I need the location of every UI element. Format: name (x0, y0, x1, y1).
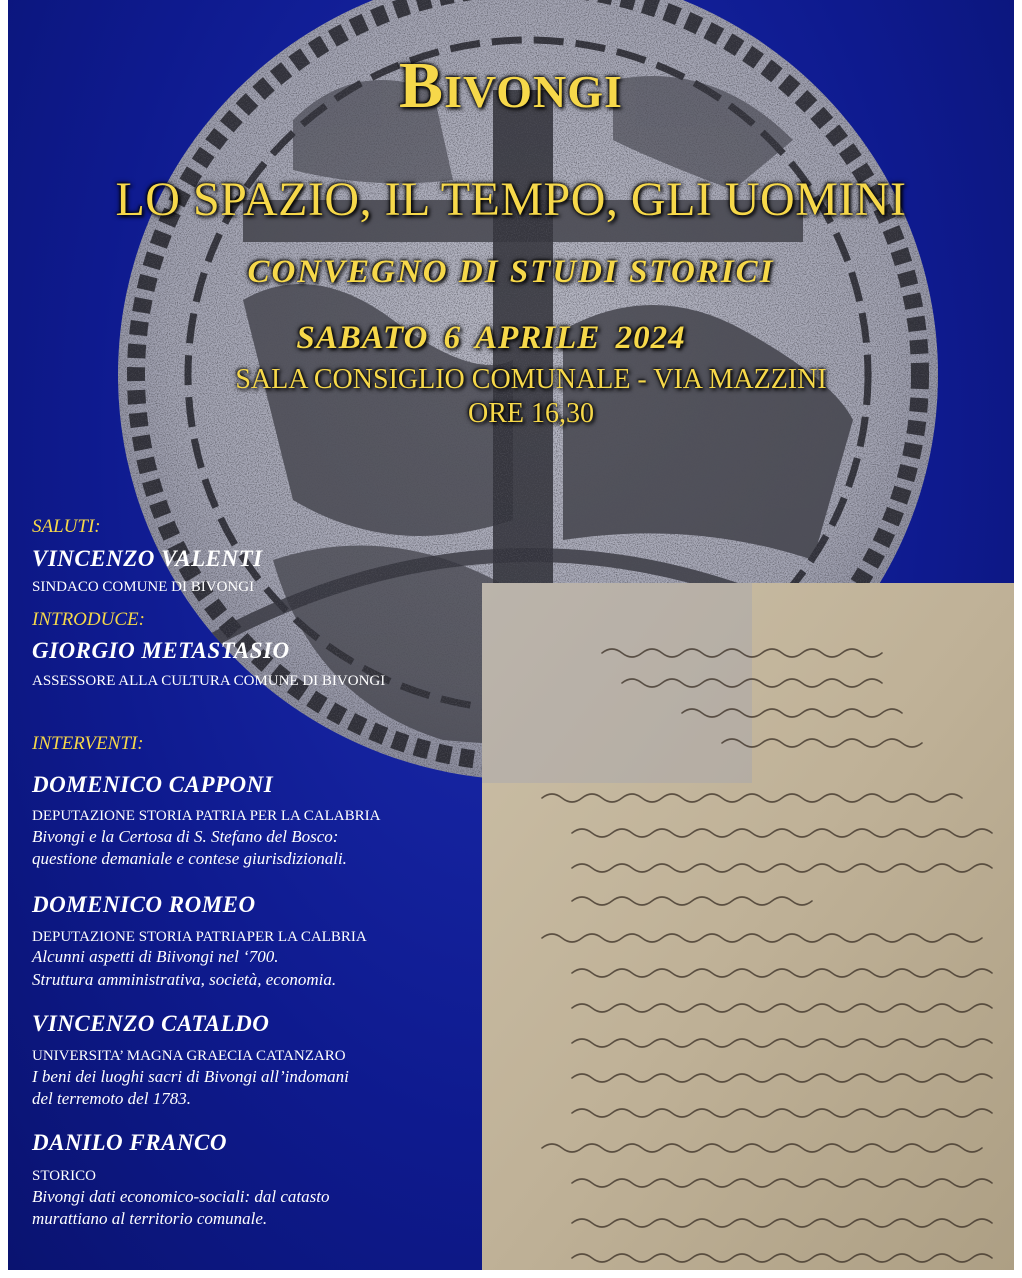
speaker-role: DEPUTAZIONE STORIA PATRIA PER LA CALABRIA (32, 808, 381, 824)
event-type: CONVEGNO DI STUDI STORICI (247, 254, 775, 290)
speaker-talk: del terremoto del 1783. (32, 1089, 191, 1108)
page-border-right (1014, 0, 1022, 1278)
event-time: ORE 16,30 (468, 398, 594, 429)
saluti-label: SALUTI: (32, 516, 101, 537)
speaker-talk: Bivongi e la Certosa di S. Stefano del Bosco: (32, 827, 339, 846)
speaker-name: DANILO FRANCO (32, 1130, 228, 1155)
introduce-label: INTRODUCE: (32, 609, 145, 630)
page-border-bottom (0, 1270, 1022, 1278)
introduce-role: ASSESSORE ALLA CULTURA COMUNE DI BIVONGI (32, 673, 386, 689)
event-venue: SALA CONSIGLIO COMUNALE - VIA MAZZINI (235, 364, 827, 395)
speaker-talk: Bivongi dati economico-sociali: dal catasto (32, 1187, 330, 1206)
speaker-name: DOMENICO CAPPONI (32, 772, 274, 797)
speaker-name: DOMENICO ROMEO (32, 892, 256, 917)
speaker-talk: Struttura amministrativa, società, economia. (32, 970, 337, 989)
event-subtitle: LO SPAZIO, IL TEMPO, GLI UOMINI (115, 173, 907, 226)
speaker-talk: Alcunni aspetti di Biivongi nel ‘700. (32, 947, 279, 966)
speaker-talk: I beni dei luoghi sacri di Bivongi all’indomani (32, 1067, 349, 1086)
event-title: Bivongi (399, 49, 623, 122)
speaker-role: STORICO (32, 1168, 96, 1184)
poster (8, 0, 1014, 1270)
introduce-name: GIORGIO METASTASIO (32, 638, 290, 663)
interventi-label: INTERVENTI: (32, 733, 144, 754)
speaker-talk: murattiano al territorio comunale. (32, 1209, 268, 1228)
speaker-talk: questione demaniale e contese giurisdizionali. (32, 849, 347, 868)
event-date: SABATO 6 APRILE 2024 (296, 320, 686, 356)
speaker-role: DEPUTAZIONE STORIA PATRIAPER LA CALBRIA (32, 929, 367, 945)
saluti-name: VINCENZO VALENTI (32, 546, 263, 571)
saluti-role: SINDACO COMUNE DI BIVONGI (32, 579, 255, 595)
manuscript-image (482, 583, 1014, 1270)
speaker-name: VINCENZO CATALDO (32, 1011, 270, 1036)
speaker-role: UNIVERSITA’ MAGNA GRAECIA CATANZARO (32, 1048, 346, 1064)
